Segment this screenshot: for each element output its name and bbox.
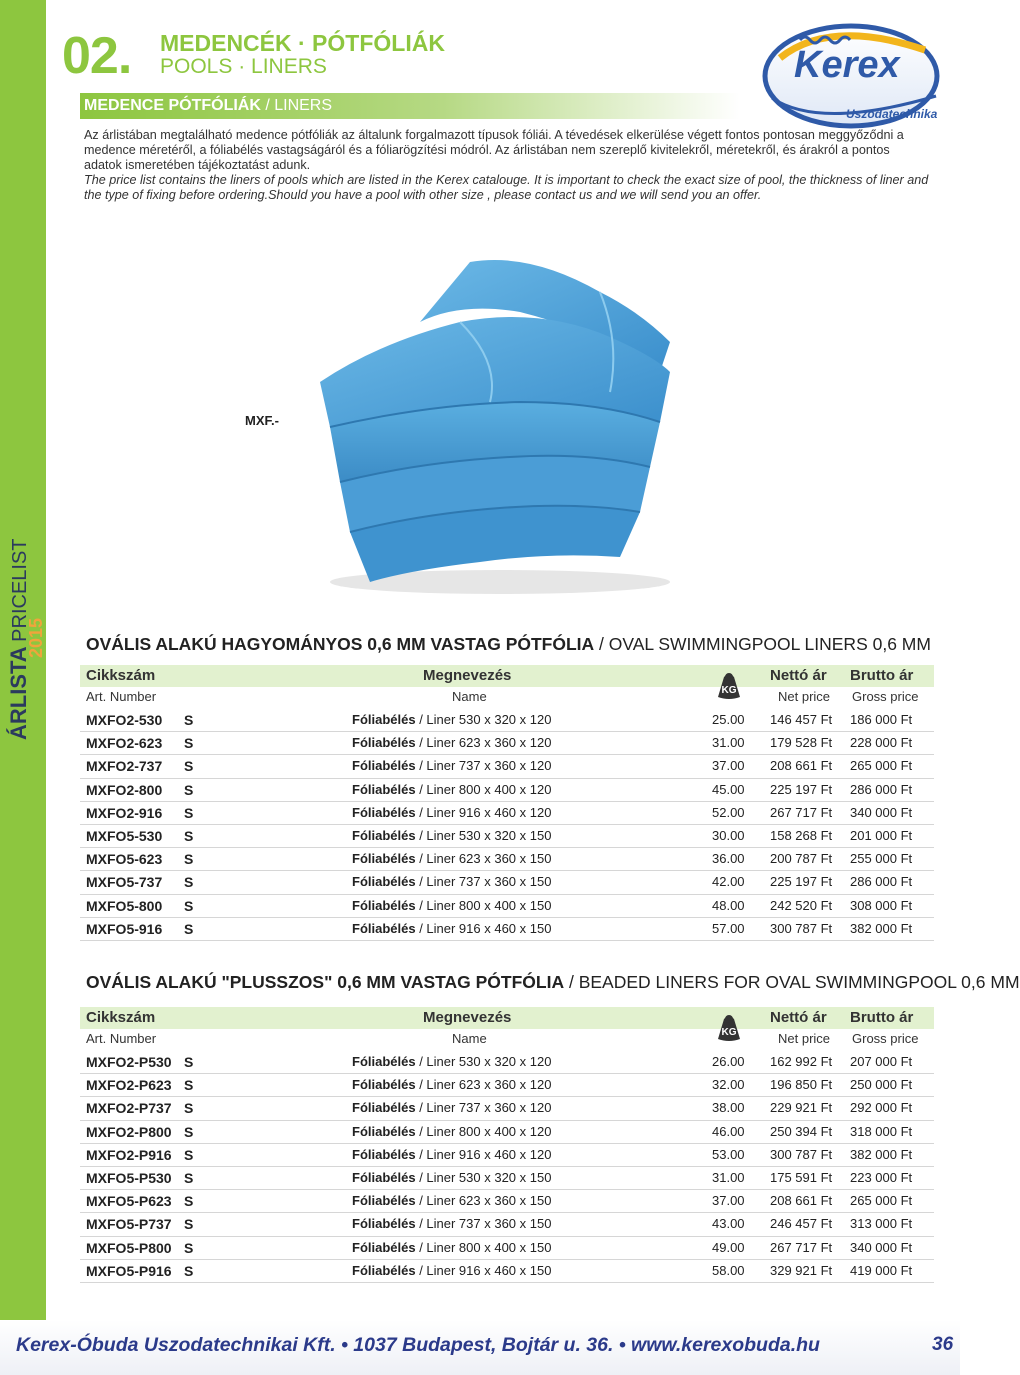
section-title-oval	[86, 634, 931, 655]
size-code: S	[184, 735, 194, 752]
table-row	[80, 918, 934, 941]
product-name-rest: / Liner 530 x 320 x 150	[415, 1169, 552, 1185]
art-number: MXFO2-P737	[86, 1100, 172, 1117]
weight-kg: 26.00	[712, 1054, 745, 1069]
product-name-rest: / Liner 800 x 400 x 120	[415, 1123, 552, 1139]
product-name	[352, 782, 551, 797]
weight-kg: 43.00	[712, 1216, 745, 1232]
size-code: S	[184, 1054, 194, 1070]
table-row	[80, 1121, 934, 1144]
kg-weight-icon	[714, 1013, 744, 1043]
size-code: S	[184, 804, 194, 821]
product-name	[352, 758, 551, 773]
chapter-title-hu: MEDENCÉK · PÓTFÓLIÁK	[160, 30, 445, 56]
net-price: 229 921 Ft	[770, 1100, 833, 1116]
product-name-hu: Fóliabélés	[352, 781, 416, 797]
product-name	[352, 1193, 551, 1208]
table-header	[80, 665, 934, 709]
footer-company-info: Kerex-Óbuda Uszodatechnikai Kft. • 1037 Budapest, Bojtár u. 36. • www.kerexobuda.hu	[16, 1334, 820, 1356]
table-row	[80, 1167, 934, 1190]
gross-price: 250 000 Ft	[850, 1077, 913, 1093]
kg-label: KG	[721, 1027, 737, 1038]
weight-kg: 25.00	[712, 712, 745, 727]
net-price: 242 520 Ft	[770, 897, 833, 913]
gross-price: 419 000 Ft	[850, 1262, 913, 1278]
table-row	[80, 1190, 934, 1213]
weight-kg: 30.00	[712, 827, 745, 843]
product-name	[352, 1263, 551, 1278]
col-code-en: Art. Number	[86, 689, 157, 704]
chapter-title-en: POOLS · LINERS	[160, 55, 327, 78]
gross-price: 201 000 Ft	[850, 827, 913, 843]
product-name	[352, 828, 551, 843]
section-title-en: BEADED LINERS FOR OVAL SWIMMINGPOOL 0,6 MM	[578, 972, 1020, 992]
weight-kg: 52.00	[712, 804, 745, 820]
table-row	[80, 1260, 934, 1283]
table-row	[80, 871, 934, 894]
product-name-rest: / Liner 623 x 360 x 120	[415, 1077, 552, 1093]
net-price: 146 457 Ft	[770, 712, 833, 727]
col-net-en: Net price	[778, 689, 831, 704]
art-number: MXFO5-P623	[86, 1193, 172, 1210]
product-name-hu: Fóliabélés	[352, 1193, 416, 1209]
product-name-hu: Fóliabélés	[352, 1077, 416, 1093]
net-price: 300 787 Ft	[770, 1146, 833, 1162]
table-row	[80, 779, 934, 802]
chapter-number: 02.	[62, 27, 132, 85]
gross-price: 286 000 Ft	[850, 874, 913, 890]
product-name-hu: Fóliabélés	[352, 1054, 416, 1069]
table-row	[80, 755, 934, 778]
table-row	[80, 802, 934, 825]
col-gross-hu: Brutto ár	[850, 667, 914, 684]
section-title-en: OVAL SWIMMINGPOOL LINERS 0,6 MM	[608, 634, 931, 654]
table-row	[80, 1237, 934, 1260]
product-name	[352, 1170, 551, 1185]
art-number: MXFO2-P916	[86, 1146, 172, 1163]
weight-kg: 58.00	[712, 1262, 745, 1278]
product-name-rest: / Liner 800 x 400 x 150	[415, 897, 552, 913]
logo-name: Kerex	[794, 44, 900, 86]
gross-price: 223 000 Ft	[850, 1169, 913, 1185]
product-name-hu: Fóliabélés	[352, 827, 416, 843]
gross-price: 340 000 Ft	[850, 804, 913, 820]
product-name-rest: / Liner 916 x 460 x 150	[415, 1262, 552, 1278]
net-price: 175 591 Ft	[770, 1169, 833, 1185]
size-code: S	[184, 781, 194, 798]
net-price: 267 717 Ft	[770, 804, 833, 820]
art-number: MXFO2-P623	[86, 1077, 172, 1094]
net-price: 300 787 Ft	[770, 920, 833, 936]
product-name-rest: / Liner 916 x 460 x 120	[415, 1146, 552, 1162]
logo-sub: Uszodatechnika	[846, 107, 938, 121]
size-code: S	[184, 1123, 194, 1140]
product-name	[352, 1240, 551, 1255]
product-name-hu: Fóliabélés	[352, 874, 416, 890]
product-name	[352, 1054, 551, 1069]
col-code-hu: Cikkszám	[86, 1009, 156, 1026]
product-name-rest: / Liner 530 x 320 x 150	[415, 827, 552, 843]
product-name-hu: Fóliabélés	[352, 1262, 416, 1278]
col-net-hu: Nettó ár	[770, 667, 827, 684]
gross-price: 308 000 Ft	[850, 897, 913, 913]
gross-price: 265 000 Ft	[850, 1193, 913, 1209]
table-row	[80, 895, 934, 918]
art-number: MXFO2-623	[86, 735, 163, 752]
size-code: S	[184, 827, 194, 844]
art-number: MXFO5-800	[86, 897, 163, 914]
product-name-rest: / Liner 737 x 360 x 120	[415, 1100, 552, 1116]
weight-kg: 53.00	[712, 1146, 745, 1162]
subheader-sep: /	[260, 97, 275, 114]
product-name-hu: Fóliabélés	[352, 897, 416, 913]
side-year: 2015	[26, 617, 46, 658]
product-name	[352, 1077, 551, 1092]
art-number: MXFO2-800	[86, 781, 163, 798]
section-title-hu: OVÁLIS ALAKÚ "PLUSSZOS" 0,6 MM VASTAG PÓTFÓLIA	[86, 972, 565, 992]
table-row	[80, 1074, 934, 1097]
kg-label: KG	[721, 685, 737, 696]
gross-price: 207 000 Ft	[850, 1054, 913, 1069]
size-code: S	[184, 1077, 194, 1094]
product-name-hu: Fóliabélés	[352, 804, 416, 820]
weight-kg: 46.00	[712, 1123, 745, 1139]
table-body	[80, 1051, 934, 1283]
weight-kg: 38.00	[712, 1100, 745, 1116]
col-code-hu: Cikkszám	[86, 667, 156, 684]
product-name-rest: / Liner 530 x 320 x 120	[415, 1054, 552, 1069]
product-name-rest: / Liner 916 x 460 x 150	[415, 920, 552, 936]
gross-price: 228 000 Ft	[850, 735, 913, 751]
product-name	[352, 898, 551, 913]
col-net-hu: Nettó ár	[770, 1009, 827, 1026]
product-name-rest: / Liner 916 x 460 x 120	[415, 804, 552, 820]
side-pricelist: PRICELIST	[9, 538, 31, 642]
gross-price: 255 000 Ft	[850, 851, 913, 867]
product-name-hu: Fóliabélés	[352, 1123, 416, 1139]
art-number: MXFO5-737	[86, 874, 163, 891]
net-price: 200 787 Ft	[770, 851, 833, 867]
section-title-sep: /	[564, 972, 579, 992]
page-number: 36	[932, 1334, 954, 1355]
net-price: 329 921 Ft	[770, 1262, 833, 1278]
product-name-rest: / Liner 623 x 360 x 120	[415, 735, 552, 751]
art-number: MXFO5-P530	[86, 1169, 172, 1186]
size-code: S	[184, 1262, 194, 1279]
product-name-rest: / Liner 623 x 360 x 150	[415, 851, 552, 867]
net-price: 162 992 Ft	[770, 1054, 833, 1069]
product-name-hu: Fóliabélés	[352, 920, 416, 936]
table-row	[80, 732, 934, 755]
art-number: MXFO5-P916	[86, 1262, 172, 1279]
product-name	[352, 874, 551, 889]
weight-kg: 42.00	[712, 874, 745, 890]
intro-hu: Az árlistában megtalálható medence pótfóliák az általunk forgalmazott típusok fóliái. A tévedések elkerülése végett fontos pontosan meggyőződni a medence méretéről, a fóliabélés vastagságáról és a fóliarögzítési módról. Az árlistában nem szereplő kivitelekről, méretekről, és árakról a pontos adatok ismeretében tájékoztatást adunk.	[84, 128, 904, 172]
size-code: S	[184, 1239, 194, 1256]
side-arlista: ÁRLISTA	[6, 646, 31, 740]
art-number: MXFO2-916	[86, 804, 163, 821]
size-code: S	[184, 897, 194, 914]
product-name	[352, 921, 551, 936]
col-gross-en: Gross price	[852, 1031, 919, 1046]
price-table-beaded	[80, 1007, 934, 1283]
product-name	[352, 1147, 551, 1162]
product-name-hu: Fóliabélés	[352, 758, 416, 774]
size-code: S	[184, 920, 194, 937]
price-table-oval	[80, 665, 934, 941]
art-number: MXFO5-530	[86, 827, 163, 844]
product-name	[352, 851, 551, 866]
weight-kg: 49.00	[712, 1239, 745, 1255]
section-title-hu: OVÁLIS ALAKÚ HAGYOMÁNYOS 0,6 MM VASTAG PÓTFÓLIA	[86, 634, 595, 654]
table-row	[80, 1097, 934, 1120]
weight-kg: 31.00	[712, 735, 745, 751]
gross-price: 292 000 Ft	[850, 1100, 913, 1116]
pool-liner-image	[300, 252, 680, 597]
net-price: 196 850 Ft	[770, 1077, 833, 1093]
size-code: S	[184, 874, 194, 891]
intro-en: The price list contains the liners of pools which are listed in the Kerex catalouge. It is important to check the exact size of pool, the thickness of liner and the type of fixing before ordering.Should you have a pool with other size , please contact us and we will send you an offer.	[84, 173, 929, 202]
size-code: S	[184, 758, 194, 775]
gross-price: 340 000 Ft	[850, 1239, 913, 1255]
art-number: MXFO2-P530	[86, 1054, 172, 1070]
intro-text	[84, 128, 930, 203]
table-row	[80, 1051, 934, 1074]
gross-price: 313 000 Ft	[850, 1216, 913, 1232]
product-name-hu: Fóliabélés	[352, 851, 416, 867]
table-row	[80, 1213, 934, 1236]
subheader-en: LINERS	[274, 97, 333, 114]
product-name-rest: / Liner 737 x 360 x 150	[415, 1216, 552, 1232]
product-name-hu: Fóliabélés	[352, 1100, 416, 1116]
col-name-en: Name	[452, 1031, 487, 1046]
gross-price: 382 000 Ft	[850, 1146, 913, 1162]
product-name	[352, 1216, 551, 1231]
table-row	[80, 848, 934, 871]
size-code: S	[184, 1193, 194, 1210]
art-number: MXFO5-P800	[86, 1239, 172, 1256]
net-price: 267 717 Ft	[770, 1239, 833, 1255]
product-name	[352, 735, 551, 750]
product-name-hu: Fóliabélés	[352, 1216, 416, 1232]
table-row	[80, 709, 934, 732]
product-name-rest: / Liner 530 x 320 x 120	[415, 712, 552, 727]
art-number: MXFO5-623	[86, 851, 163, 868]
net-price: 208 661 Ft	[770, 758, 833, 774]
size-code: S	[184, 851, 194, 868]
net-price: 225 197 Ft	[770, 874, 833, 890]
net-price: 246 457 Ft	[770, 1216, 833, 1232]
net-price: 208 661 Ft	[770, 1193, 833, 1209]
product-name-rest: / Liner 737 x 360 x 150	[415, 874, 552, 890]
net-price: 250 394 Ft	[770, 1123, 833, 1139]
table-header	[80, 1007, 934, 1051]
product-name	[352, 805, 551, 820]
gross-price: 382 000 Ft	[850, 920, 913, 936]
product-name-hu: Fóliabélés	[352, 735, 416, 751]
art-number: MXFO5-P737	[86, 1216, 172, 1233]
size-code: S	[184, 1100, 194, 1117]
product-name	[352, 712, 551, 727]
col-name-hu: Megnevezés	[423, 667, 512, 684]
art-number: MXFO2-P800	[86, 1123, 172, 1140]
size-code: S	[184, 712, 194, 728]
product-name-rest: / Liner 800 x 400 x 150	[415, 1239, 552, 1255]
col-code-en: Art. Number	[86, 1031, 157, 1046]
section-title-sep: /	[594, 634, 609, 654]
weight-kg: 48.00	[712, 897, 745, 913]
image-label: MXF.-	[245, 413, 279, 428]
table-row	[80, 1144, 934, 1167]
product-name-hu: Fóliabélés	[352, 1146, 416, 1162]
size-code: S	[184, 1169, 194, 1186]
gross-price: 286 000 Ft	[850, 781, 913, 797]
product-name-rest: / Liner 800 x 400 x 120	[415, 781, 552, 797]
gross-price: 265 000 Ft	[850, 758, 913, 774]
size-code: S	[184, 1216, 194, 1233]
product-name-hu: Fóliabélés	[352, 712, 416, 727]
section-title-beaded	[86, 972, 1020, 993]
product-name	[352, 1100, 551, 1115]
weight-kg: 45.00	[712, 781, 745, 797]
subheader-hu: MEDENCE PÓTFÓLIÁK	[84, 97, 261, 114]
weight-kg: 32.00	[712, 1077, 745, 1093]
weight-kg: 31.00	[712, 1169, 745, 1185]
art-number: MXFO2-737	[86, 758, 163, 775]
art-number: MXFO5-916	[86, 920, 163, 937]
product-name	[352, 1124, 551, 1139]
col-name-en: Name	[452, 689, 487, 704]
net-price: 179 528 Ft	[770, 735, 833, 751]
col-name-hu: Megnevezés	[423, 1009, 512, 1026]
gross-price: 186 000 Ft	[850, 712, 913, 727]
side-pricelist-label	[6, 500, 46, 740]
net-price: 158 268 Ft	[770, 827, 833, 843]
product-name-hu: Fóliabélés	[352, 1239, 416, 1255]
kg-weight-icon	[714, 671, 744, 701]
subheader-bar	[80, 93, 740, 119]
weight-kg: 37.00	[712, 1193, 745, 1209]
weight-kg: 37.00	[712, 758, 745, 774]
gross-price: 318 000 Ft	[850, 1123, 913, 1139]
col-gross-hu: Brutto ár	[850, 1009, 914, 1026]
net-price: 225 197 Ft	[770, 781, 833, 797]
col-net-en: Net price	[778, 1031, 831, 1046]
col-gross-en: Gross price	[852, 689, 919, 704]
table-body	[80, 709, 934, 941]
product-name-rest: / Liner 623 x 360 x 150	[415, 1193, 552, 1209]
art-number: MXFO2-530	[86, 712, 163, 728]
weight-kg: 36.00	[712, 851, 745, 867]
product-name-rest: / Liner 737 x 360 x 120	[415, 758, 552, 774]
product-name-hu: Fóliabélés	[352, 1169, 416, 1185]
weight-kg: 57.00	[712, 920, 745, 936]
table-row	[80, 825, 934, 848]
size-code: S	[184, 1146, 194, 1163]
